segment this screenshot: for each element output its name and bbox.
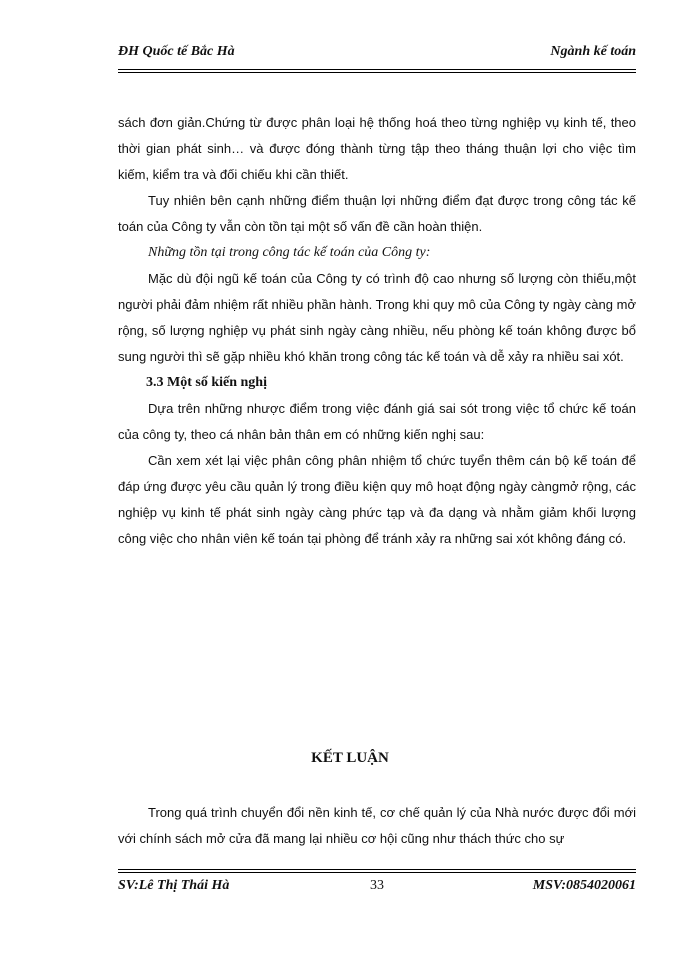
header-major: Ngành kế toán [550,44,636,59]
conclusion-text [118,800,636,852]
page-number: 33 [370,878,384,893]
footer-rule [118,869,636,870]
subheading-italic: Những tồn tại trong công tác kế toán của Công ty: [148,245,431,260]
header-rule [118,69,636,70]
footer-student-id: MSV:0854020061 [532,878,636,893]
paragraph: Cần xem xét lại việc phân công phân nhiệm tổ chức tuyển thêm cán bộ kế toán để đáp ứng được yêu cầu quản lý trong điều kiện quy mô hoạt động ngày càngmở rộng, các nghiệp vụ kinh tế phát sinh ngày càng phức tạp và đa dạng và nhằm giảm khối lượng công việc cho nhân viên kế toán tại phòng để tránh xảy ra những sai xót không đáng có. [118,453,636,546]
header-university: ĐH Quốc tế Bắc Hà [118,44,235,59]
paragraph: Dựa trên những nhược điểm trong việc đánh giá sai sót trong việc tổ chức kế toán của công ty, theo cá nhân bản thân em có những kiến nghị sau: [118,401,636,442]
paragraph: Tuy nhiên bên cạnh những điểm thuận lợi những điểm đạt được trong công tác kế toán của Công ty vẫn còn tồn tại một số vấn đề cần hoàn thiện. [118,193,636,234]
page-header [118,40,636,66]
footer-rule-double [118,872,636,873]
footer-student-name: SV:Lê Thị Thái Hà [118,878,230,893]
body-text [118,110,636,552]
paragraph: Trong quá trình chuyển đổi nền kinh tế, cơ chế quản lý của Nhà nước được đổi mới với chính sách mở cửa đã mang lại nhiều cơ hội cũng như thách thức cho sự [118,805,636,846]
header-rule-double [118,72,636,73]
section-heading: 3.3 Một số kiến nghị [146,375,267,390]
paragraph: sách đơn giản.Chứng từ được phân loại hệ thống hoá theo từng nghiệp vụ kinh tế, theo thời gian phát sinh… và được đóng thành từng tập theo tháng thuận lợi cho việc tìm kiếm, kiểm tra và đối chiếu khi cần thiết. [118,115,636,182]
page-footer [118,878,636,900]
conclusion-title: KẾT LUẬN [311,750,389,766]
paragraph: Mặc dù đội ngũ kế toán của Công ty có trình độ cao nhưng số lượng còn thiếu,một người phải đảm nhiệm rất nhiều phần hành. Trong khi quy mô của Công ty ngày càng mở rộng, số lượng nghiệp vụ phát sinh ngày càng nhiều, nếu phòng kế toán không được bổ sung người thì sẽ gặp nhiều khó khăn trong công tác kế toán và dễ xảy ra nhiều sai xót. [118,271,636,364]
